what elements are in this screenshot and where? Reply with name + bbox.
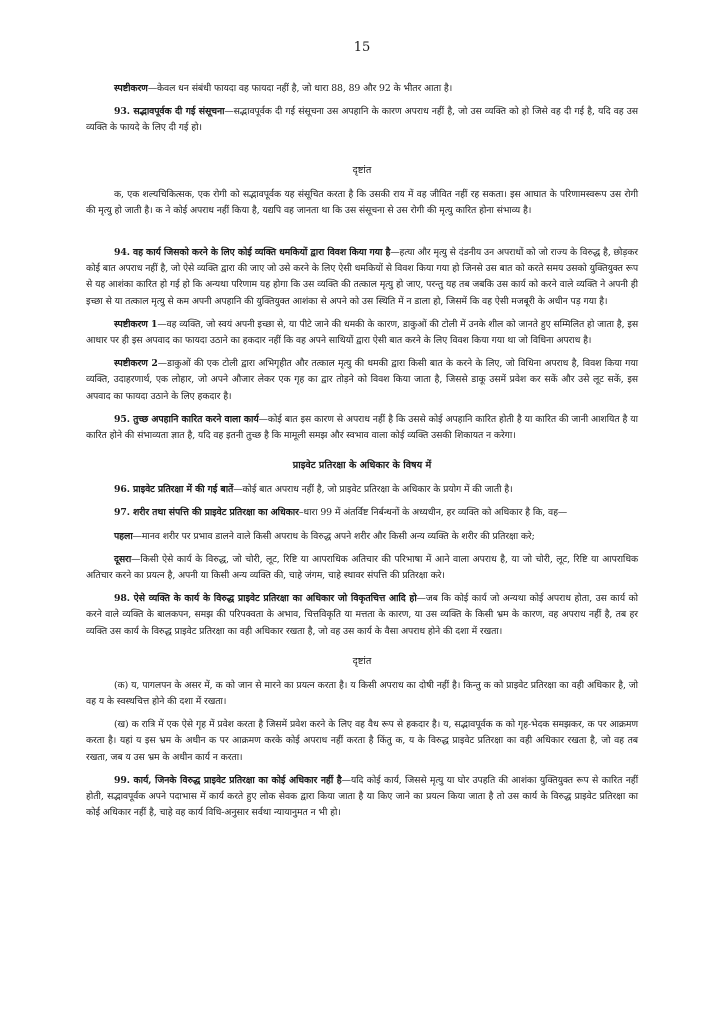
explanation-1-text: —वह व्यक्ति, जो स्वयं अपनी इच्छा से, या पीटे जाने की धमकी के कारण, डाकुओं की टोली में उनके शील को जानते हुए सम्मिलित हो जाता है, इस आधार पर ही इस अपवाद का फायदा उठाने का हकदार नहीं कि वह अपने साथियों द्वारा ऐसी बात करने के लिए विवश किया गया था जो विधिना अपराध है। [86,318,639,347]
section-98 [86,591,638,640]
second-text: —किसी ऐसे कार्य के विरुद्ध, जो चोरी, लूट, रिष्टि या आपराधिक अतिचार की परिभाषा में आने वाला अपराध है, या जो चोरी, लूट, रिष्टि या आपराधिक अतिचार करने का प्रयत्न है, अपनी या किसी अन्य व्यक्ति की, चाहे जंगम, चाहे स्थावर संपत्ति की प्रतिरक्षा करे। [86,553,638,582]
section-93-text: —सद्भावपूर्वक दी गई संसूचना उस अपहानि के कारण अपराध नहीं है, जो उस व्यक्ति को हो जिसे वह दी गई है, यदि वह उस व्यक्ति के फायदे के लिए दी गई हो। [86,106,638,134]
section-94 [86,245,638,310]
page-number: 15 [353,40,371,55]
section-96-heading: 96. प्राइवेट प्रतिरक्षा में की गई बातें [114,484,234,496]
section-96 [86,482,638,498]
section-95 [86,412,638,444]
section-97-text: –धारा 99 में अंतर्विष्ट निर्बन्धनों के अध्यधीन, हर व्यक्ति को अधिकार है कि, वह— [298,507,568,519]
illustration-2a-text: (क) य, पागलपन के असर में, क को जान से मारने का प्रयत्न करता है। य किसी अपराध का दोषी नहीं है। किन्तु क को प्राइवेट प्रतिरक्षा का वही अधिकार है, जो वह य के स्वस्थचित्त होने की दशा में रखता। [86,679,638,708]
explanation-text: —केवल धन संबंधी फायदा वह फायदा नहीं है, जो धारा 88, 89 और 92 के भीतर आता है। [147,83,453,94]
explanation-paragraph [86,81,638,97]
section-97-heading: 97. शरीर तथा संपत्ति की प्राइवेट प्रतिरक्षा का अधिकार [114,507,299,519]
first-text: —मानव शरीर पर प्रभाव डालने वाले किसी अपराध के विरुद्ध अपने शरीर और किसी अन्य व्यक्ति के शरीर की प्रतिरक्षा करे; [132,530,535,542]
section-94-explanation-2 [86,356,638,405]
explanation-2-label: स्पष्टीकरण 2 [114,358,158,370]
section-94-heading: 94. वह कार्य जिसको करने के लिए कोई व्यक्ति धमकियों द्वारा विवश किया गया है [114,247,391,259]
section-94-text: —हत्या और मृत्यु से दंडनीय उन अपराधों को जो राज्य के विरुद्ध है, छोड़कर कोई बात अपराध नहीं है, जो ऐसे व्यक्ति द्वारा की जाए जो उसे करने के लिए ऐसी धमकियों से विवश किया गया हो जिनसे उस बात को करते समय उसको युक्तियुक्त रूप से यह आशंका कारित हो गई हो कि अन्यथा परिणाम यह होगा कि उस व्यक्ति की तत्काल मृत्यु हो जाए, परन्तु यह तब जबकि उस कार्य को करने वाले व्यक्ति ने अपनी ही इच्छा से या तत्काल मृत्यु से कम अपनी अपहानि की युक्तियुक्त आशंका से अपने को उस स्थिति में न डाला हो, जिसमें कि वह ऐसी मजबूरी के अधीन पड़ गया है। [86,247,638,307]
section-95-heading: 95. तुच्छ अपहानि कारित करने वाला कार्य [114,413,259,425]
section-95-text: —कोई बात इस कारण से अपराध नहीं है कि उससे कोई अपहानि कारित होती है या कारित की जानी आशयित है या कारित होने की संभाव्यता ज्ञात है, यदि वह इतनी तुच्छ है कि मामूली समझ और स्वभाव वाला कोई व्यक्ति उसकी शिकायत न करेगा। [86,413,638,442]
private-defence-heading: प्राइवेट प्रतिरक्षा के अधिकार के विषय में [292,460,432,472]
explanation-label: स्पष्टीकरण [114,83,148,94]
section-98-heading: 98. ऐसे व्यक्ति के कार्य के विरुद्ध प्राइवेट प्रतिरक्षा का अधिकार जो विकृतचित्त आदि हो [114,593,417,605]
section-99-text: —यदि कोई कार्य, जिससे मृत्यु या घोर उपहति की आशंका युक्तियुक्त रूप से कारित नहीं होती, सद्भावपूर्वक अपने पदाभास में कार्य करते हुए लोक सेवक द्वारा किया जाता है या किए जाने का प्रयत्न किया जाता है तो उस कार्य के विरुद्ध प्राइवेट प्रतिरक्षा का कोई अधिकार नहीं है, चाहे वह कार्य विधि-अनुसार सर्वथा न्यायानुमत न भी हो। [86,774,638,819]
explanation-2-text: —डाकुओं की एक टोली द्वारा अभिगृहीत और तत्काल मृत्यु की धमकी द्वारा किसी बात के करने के लिए, जो विधिना अपराध है, विवश किया गया व्यक्ति, उदाहरणार्थ, एक लोहार, जो अपने औजार लेकर एक गृह का द्वार तोड़ने को विवश किया जाता है, जिससे डाकू उसमें प्रवेश कर सकें और उसे लूट सकें, इस अपवाद का फायदा उठाने के लिए हकदार है। [86,358,638,402]
section-97 [86,505,638,521]
section-94-explanation-1 [86,317,638,349]
section-96-text: —कोई बात अपराध नहीं है, जो प्राइवेट प्रतिरक्षा के अधिकार के प्रयोग में की जाती है। [233,484,513,496]
section-97-second [86,552,638,584]
section-99-heading: 99. कार्य, जिनके विरुद्ध प्राइवेट प्रतिरक्षा का कोई अधिकार नहीं है [114,774,342,786]
first-label: पहला [114,530,133,542]
illustration-1-text: क, एक शल्यचिकित्सक, एक रोगी को सद्भावपूर्वक यह संसूचित करता है कि उसकी राय में वह जीवित नहीं रह सकता। इस आघात के परिणामस्वरूप उस रोगी की मृत्यु हो जाती है। क ने कोई अपराध नहीं किया है, यद्यपि वह जानता था कि उस संसूचना से उस रोगी की मृत्यु कारित होना संभाव्य है। [86,188,638,216]
illustration-2b-text: (ख) क रात्रि में एक ऐसे गृह में प्रवेश करता है जिसमें प्रवेश करने के लिए वह वैध रूप से हकदार है। य, सद्भावपूर्वक क को गृह-भेदक समझकर, क पर आक्रमण करता है। यहां य इस भ्रम के अधीन क पर आक्रमण करके कोई अपराध नहीं करता है किंतु क, य के विरुद्ध प्राइवेट प्रतिरक्षा का वही अधिकार रखता है, जो वह तब रखता, जब य उस भ्रम के अधीन कार्य न करता। [86,719,638,763]
section-93-heading: 93. सद्भावपूर्वक दी गई संसूचना [114,106,225,118]
section-97-first [86,529,638,545]
section-99 [86,773,638,822]
second-label: दूसरा [114,553,132,565]
section-93 [86,104,638,136]
illustration-heading-2: दृष्टांत [352,655,372,667]
illustration-heading-1: दृष्टांत [352,164,372,176]
section-98-text: —जब कि कोई कार्य जो अन्यथा कोई अपराध होता, उस कार्य को करने वाले व्यक्ति के बालकपन, समझ की परिपक्वता के अभाव, चित्तविकृति या मत्तता के कारण, या उस व्यक्ति के किसी भ्रम के कारण, वह अपराध नहीं है, तब हर व्यक्ति उस कार्य के विरुद्ध प्राइवेट प्रतिरक्षा का वही अधिकार रखता है, जो वह उस कार्य के वैसा अपराध होने की दशा में रखता। [86,593,638,637]
explanation-1-label: स्पष्टीकरण 1 [114,318,158,330]
